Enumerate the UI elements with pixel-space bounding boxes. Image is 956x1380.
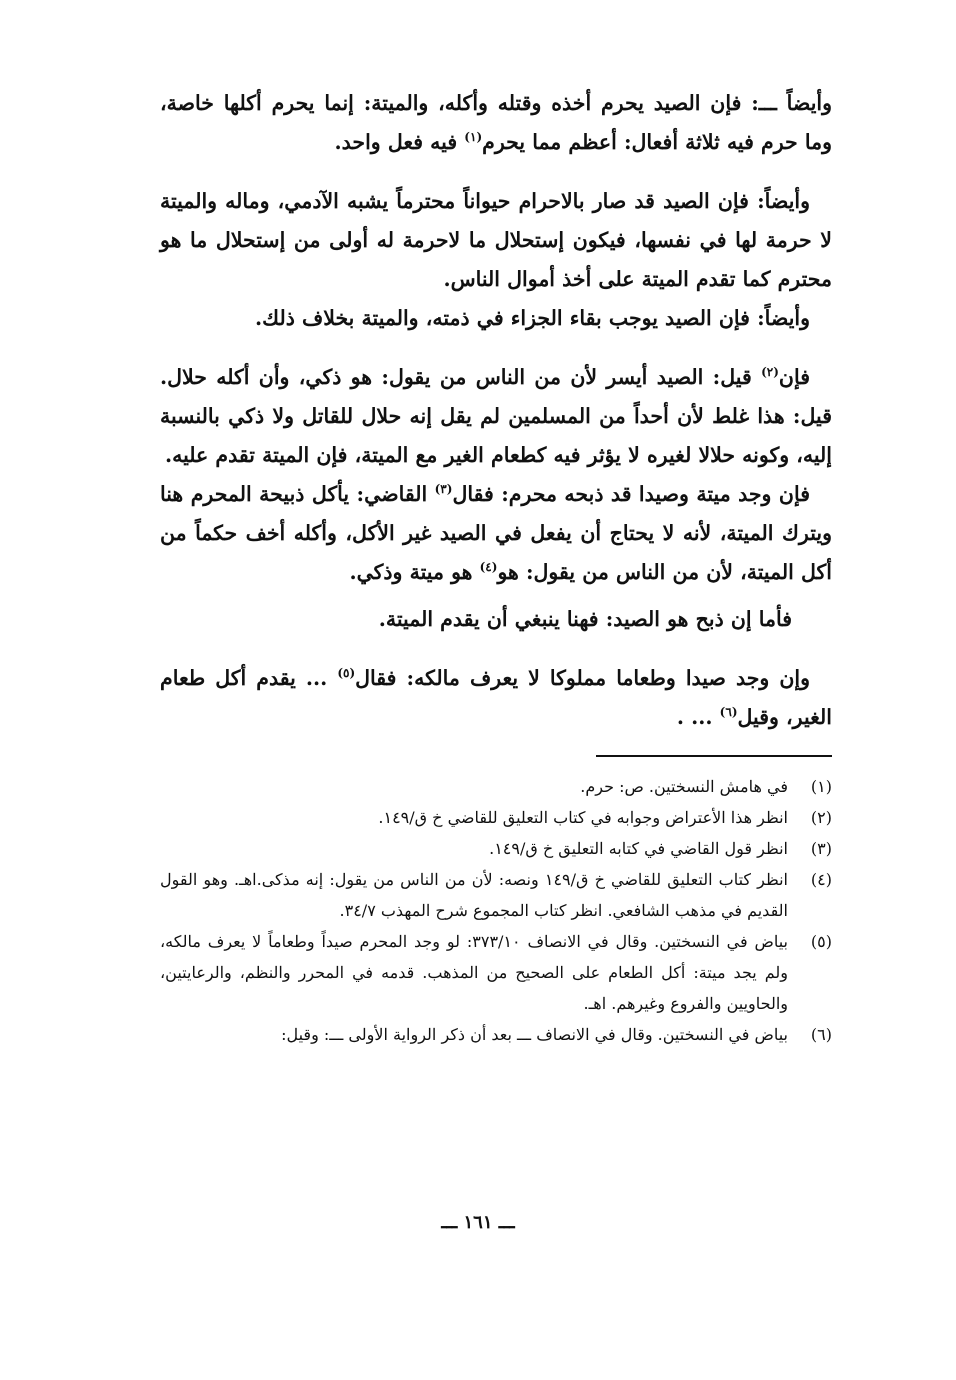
page-number: ـــ ١٦١ ـــ: [441, 1212, 515, 1233]
footnote-text: في هامش النسختين. ص: حرم.: [580, 777, 788, 796]
paragraph: فأما إن ذبح هو الصيد: فهنا ينبغي أن يقدم الميتة.: [378, 607, 792, 631]
footnotes: [160, 771, 832, 1050]
footnote-text: انظر كتاب التعليق للقاضي خ ق/١٤٩ ونصه: لأن من الناس من يقول: إنه مذكى.اهـ. وهو القول القديم في مذهب الشافعي. انظر كتاب المجموع شرح المهذب ٣٤/٧.: [160, 870, 789, 920]
footnote-text: انظر هذا الأعتراض وجوابه في كتاب التعليق للقاضي خ ق/١٤٩.: [378, 808, 788, 827]
footnote-item: [160, 802, 832, 833]
main-text: [160, 84, 832, 737]
page-content: [160, 84, 832, 1050]
paragraph: وأيضاً: فإن الصيد يوجب بقاء الجزاء في ذمته، والميتة بخلاف ذلك.: [255, 306, 810, 330]
footnote-ref[interactable]: (١): [464, 130, 483, 144]
footnote-number: (٤): [810, 870, 832, 889]
footnote-item: [160, 864, 832, 926]
footnote-ref[interactable]: (٣): [434, 482, 453, 496]
footnote-item: [160, 771, 832, 802]
footnote-ref[interactable]: (٦): [719, 705, 738, 719]
footnote-number: (٦): [810, 1025, 832, 1044]
footnote-number: (١): [810, 777, 832, 796]
footnote-text: بياض في النسختين. وقال في الانصاف ٣٧٣/١٠: لو وجد المحرم صيداً وطعاماً لا يعرف مالكه، ولم يجد ميتة: أكل الطعام على الصحيح من المذهب. قدمه في المحرر والنظم، والرعايتين، والحاويين والفروع وغيرهم. اهـ.: [160, 932, 789, 1013]
paragraph: فإن وجد ميتة وصيدا قد ذبحه محرم: فقال$^{(٣)}$ القاضي: يأكل ذبيحة المحرم هنا ويترك الميتة، لأنه لا يحتاج أن يفعل في الصيد غير الأكل، وأكله أخف حكماً من أكل الميتة، لأن من الناس من يقول: هو$^{(٤)}$ هو ميتة وذكي.: [160, 482, 832, 584]
footnote-text: بياض في النسختين. وقال في الانصاف ـــ بعد أن ذكر الرواية الأولى ـــ: وقيل:: [281, 1025, 788, 1044]
paragraph: وإن وجد صيدا وطعاما مملوكا لا يعرف مالكه: فقال$^{(٥)}$ ... يقدم أكل طعام الغير، وقيل$^{(٦)}$ ... .: [160, 666, 832, 729]
paragraph: وأيضاً ـــ: فإن الصيد يحرم أخذه وقتله وأكله، والميتة: إنما يحرم أكلها خاصة، وما حرم فيه ثلاثة أفعال: أعظم مما يحرم$^{(١)}$ فيه فعل واحد.: [160, 91, 832, 154]
footnote-number: (٢): [810, 808, 832, 827]
footnote-item: [160, 1019, 832, 1050]
footnote-number: (٥): [810, 932, 832, 951]
paragraph: فإن$^{(٢)}$ قيل: الصيد أيسر لأن من الناس من يقول: هو ذكي، وأن أكله حلال. قيل: هذا غلط لأن أحداً من المسلمين لم يقل إنه حلال للقاتل ولا ذكي بالنسبة إليه، وكونه حلالا لغيره لا يؤثر فيه كطعام الغير مع الميتة، فإن الميتة تقدم عليه.: [160, 365, 832, 467]
footnote-ref[interactable]: (٥): [337, 666, 356, 680]
footnote-text: انظر قول القاضي في كتابه التعليق خ ق/١٤٩.: [489, 839, 788, 858]
footnote-number: (٣): [810, 839, 832, 858]
footnote-item: [160, 833, 832, 864]
footnote-ref[interactable]: (٢): [761, 365, 779, 379]
footnote-ref[interactable]: (٤): [479, 560, 498, 574]
footnote-item: [160, 926, 832, 1019]
footnote-divider: [596, 755, 832, 757]
paragraph: وأيضاً: فإن الصيد قد صار بالاحرام حيواناً محترماً يشبه الآدمي، وماله والميتة لا حرمة لها في نفسها، فيكون إستحلال ما لاحرمة له أولى من إستحلال ما هو محترم كما تقدم الميتة على أخذ أموال الناس.: [160, 189, 832, 291]
